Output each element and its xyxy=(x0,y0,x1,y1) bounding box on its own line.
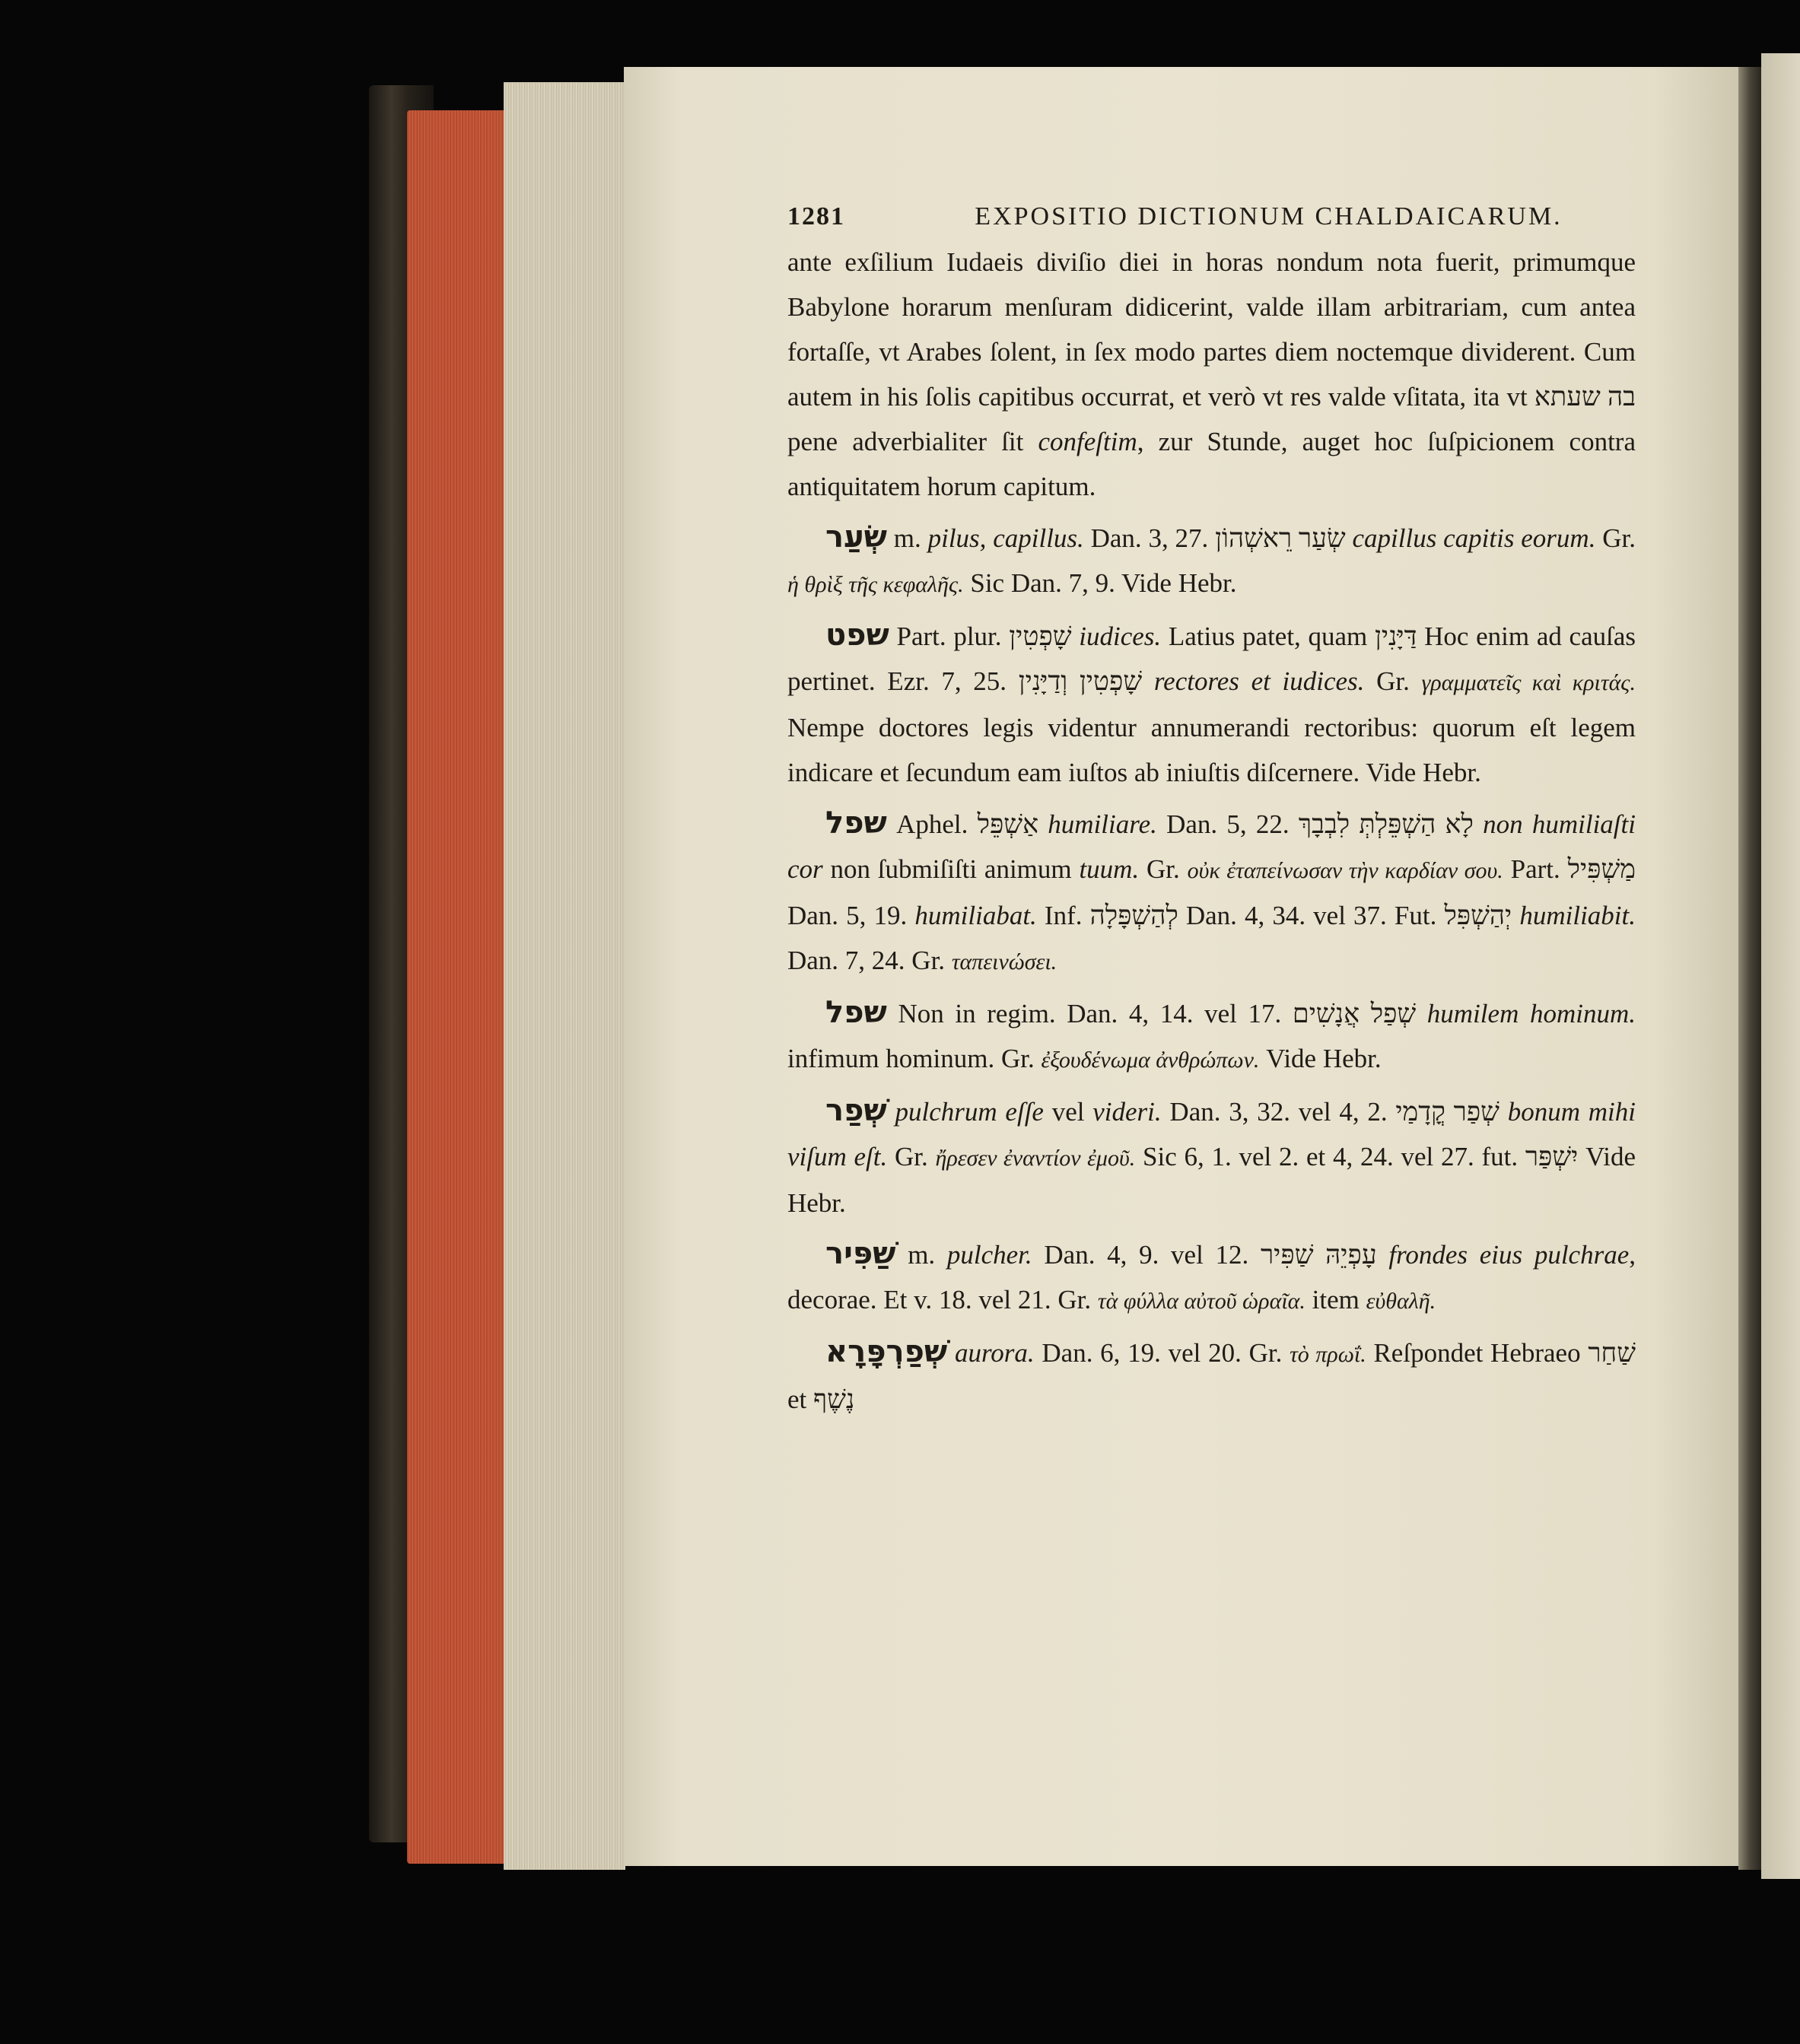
citation: Dan. 4, 9. vel 12. xyxy=(1032,1240,1261,1270)
hebrew-phrase: דַּיָּנִין xyxy=(1374,621,1417,651)
hebrew-phrase: יְהַשְׁפִּל xyxy=(1444,901,1512,930)
citation: Dan. 5, 22. xyxy=(1156,809,1299,839)
latin-italic: humiliare. xyxy=(1038,809,1157,839)
citation: Dan. 7, 24. Gr. xyxy=(787,946,952,975)
text-fragment: Aphel. xyxy=(886,809,978,839)
latin-italic: capillus capitis eorum. xyxy=(1345,523,1596,553)
hebrew-phrase: שְׂעַר רֵאשְׁהוֹן xyxy=(1215,523,1346,553)
latin-italic: non humiliaſti cor xyxy=(787,809,1636,884)
dictionary-entry xyxy=(787,1330,1636,1422)
latin-italic: pulcher. xyxy=(946,1240,1032,1270)
text-fragment: item xyxy=(1305,1285,1366,1314)
hebrew-phrase: שְׁפַר קֳדָמַי xyxy=(1395,1097,1499,1127)
text-fragment: Vide Hebr. xyxy=(1259,1044,1382,1073)
dictionary-entry xyxy=(787,1089,1636,1225)
dictionary-entry xyxy=(787,801,1636,984)
text-line: illam arbitrariam, cum antea fortaſſe, vt Arabes ſolent, in xyxy=(787,292,1636,367)
page-number: 1281 xyxy=(787,202,845,230)
entry-headword: שפל xyxy=(825,995,887,1030)
text-fragment: et xyxy=(787,1384,814,1414)
facing-page-edge xyxy=(1761,53,1800,1879)
latin-italic: humiliabat. xyxy=(914,901,1037,930)
red-page-edge xyxy=(407,110,510,1864)
entry-headword: שְׁפַר xyxy=(825,1093,887,1128)
dictionary-entry xyxy=(787,990,1636,1082)
greek-phrase: τὰ φύλλα αὐτοῦ ὡραῖα. xyxy=(1097,1289,1305,1314)
latin-italic: aurora. xyxy=(947,1338,1035,1368)
greek-phrase: τὸ πρωΐ. xyxy=(1290,1342,1366,1367)
text-fragment: Latius patet, quam xyxy=(1161,621,1375,651)
running-title: EXPOSITIO DICTIONUM CHALDAICARUM. xyxy=(975,202,1563,230)
latin-italic: humilem hominum. xyxy=(1416,999,1636,1028)
latin-italic: pilus, capillus. xyxy=(927,523,1084,553)
text-fragment: m. xyxy=(895,1240,947,1270)
citation: Dan. 4, 34. vel 37. Fut. xyxy=(1178,901,1445,930)
latin-italic: pulchrum eſſe xyxy=(886,1097,1044,1127)
hebrew-phrase: לְהַשְׁפָּלָה xyxy=(1089,901,1178,930)
citation: Dan. 3, 27. xyxy=(1083,523,1216,553)
citation: Dan. 3, 32. vel 4, 2. xyxy=(1161,1097,1396,1127)
hebrew-phrase: שָׁפְטִין xyxy=(1009,621,1072,651)
latin-italic: tuum. xyxy=(1079,854,1140,884)
page-stack xyxy=(504,82,625,1870)
text-fragment: pene adverbialiter ſit xyxy=(787,427,1038,456)
hebrew-phrase: נֶשֶׁף xyxy=(813,1384,855,1414)
greek-phrase: ταπεινώσει. xyxy=(951,949,1057,974)
text-fragment: Gr. xyxy=(887,1142,936,1171)
greek-phrase: εὐθαλῆ. xyxy=(1366,1289,1436,1314)
text-fragment: Sic Dan. 7, 9. Vide Hebr. xyxy=(963,568,1237,598)
hebrew-phrase: יִשְׁפַּר xyxy=(1525,1142,1579,1171)
hebrew-phrase: לָא הַשְׁפֵּלְתְּ לִבְבָךְ xyxy=(1298,809,1474,839)
text-fragment: Gr. xyxy=(1139,854,1188,884)
text-fragment: Nempe doctores legis videntur annumerandi rectoribus: quorum eſt legem indicare et ſecundum eam iuſtos ab iniuſtis diſcernere. Vide Hebr. xyxy=(787,713,1636,787)
dictionary-entry xyxy=(787,613,1636,795)
text-line: ante exſilium Iudaeis diviſio diei in horas nondum nota fuerit, xyxy=(787,247,1500,277)
latin-italic: confeſtim xyxy=(1038,427,1137,456)
hebrew-phrase: שְׁפַל אֲנָשִׁים xyxy=(1292,999,1417,1028)
latin-italic: rectores et iudices. xyxy=(1142,666,1365,696)
text-fragment: , decorae. Et v. 18. vel 21. Gr. xyxy=(787,1240,1636,1314)
text-fragment: vel xyxy=(1043,1097,1093,1127)
text-line: primumque Babylone horarum menſuram didicerint, valde xyxy=(787,247,1636,322)
latin-italic: frondes eius pulchrae xyxy=(1376,1240,1630,1270)
text-fragment: infimum hominum. Gr. xyxy=(787,1044,1042,1073)
entry-headword: שְׂעַר xyxy=(825,520,887,555)
hebrew-phrase: שָׁפְטִין וְדַיָּנִין xyxy=(1018,666,1143,696)
hebrew-phrase: בה שעתא xyxy=(1534,382,1636,412)
text-fragment: non ſubmiſiſti animum xyxy=(822,854,1080,884)
page-text xyxy=(787,194,1636,1422)
text-line: hoc ſuſpicionem contra antiquitatem horum capitum. xyxy=(787,427,1636,501)
latin-italic: bonum mihi viſum eſt. xyxy=(787,1097,1636,1171)
hebrew-phrase: מַשְׁפִּיל xyxy=(1567,854,1636,884)
entry-headword: שְׁפַרְפָּרָא xyxy=(825,1334,948,1369)
text-fragment: Reſpondet Hebraeo xyxy=(1366,1338,1589,1368)
text-fragment: Gr. xyxy=(1595,523,1636,553)
text-fragment: Part. plur. xyxy=(889,621,1010,651)
text-fragment: Hoc enim ad cauſas pertinet. Ezr. 7, 25. xyxy=(787,621,1636,696)
hebrew-phrase: שַׁחַר xyxy=(1588,1338,1636,1368)
greek-phrase: οὐκ ἐταπείνωσαν τὴν καρδίαν σου. xyxy=(1187,858,1503,883)
text-fragment: Inf. xyxy=(1036,901,1090,930)
hebrew-phrase: עָפְיֵהּ שַׁפִּיר xyxy=(1260,1240,1377,1270)
intro-paragraph xyxy=(787,240,1636,509)
text-fragment: Gr. xyxy=(1364,666,1422,696)
text-fragment: m. xyxy=(887,523,928,553)
greek-phrase: ἐξουδένωμα ἀνθρώπων. xyxy=(1041,1047,1260,1073)
text-fragment: Vide Hebr. xyxy=(787,1142,1636,1218)
text-fragment: Part. xyxy=(1503,854,1568,884)
text-line: ſex modo partes diem noctemque dividerent. Cum autem in xyxy=(787,337,1636,412)
dictionary-entry xyxy=(787,515,1636,607)
citation: Dan. 6, 19. vel 20. Gr. xyxy=(1034,1338,1290,1368)
greek-phrase: ἡ θρὶξ τῆς κεφαλῆς. xyxy=(787,572,964,597)
entry-headword: שפט xyxy=(825,618,889,653)
latin-italic: humiliabit. xyxy=(1512,901,1636,930)
latin-italic: iudices. xyxy=(1071,621,1162,651)
citation: Non in regim. Dan. 4, 14. vel 17. xyxy=(886,999,1293,1028)
citation: Sic 6, 1. vel 2. et 4, 24. vel 27. fut. xyxy=(1135,1142,1525,1171)
dictionary-entry xyxy=(787,1232,1636,1324)
entry-headword: שַׁפִּיר xyxy=(825,1236,896,1271)
entry-headword: שפל xyxy=(825,806,887,841)
book-gutter xyxy=(1738,67,1761,1870)
citation: Dan. 5, 19. xyxy=(787,901,915,930)
greek-phrase: ἤρεσεν ἐναντίον ἐμοῦ. xyxy=(935,1146,1136,1171)
latin-italic: videri. xyxy=(1092,1097,1162,1127)
hebrew-phrase: אַשְׁפֵּל xyxy=(977,809,1039,839)
greek-phrase: γραμματεῖς καὶ κριτάς. xyxy=(1421,670,1636,695)
text-fragment: , zur Stunde, auget xyxy=(1137,427,1360,456)
text-line: his ſolis capitibus occurrat, et verò vt res valde vſitata, ita vt xyxy=(887,382,1528,412)
